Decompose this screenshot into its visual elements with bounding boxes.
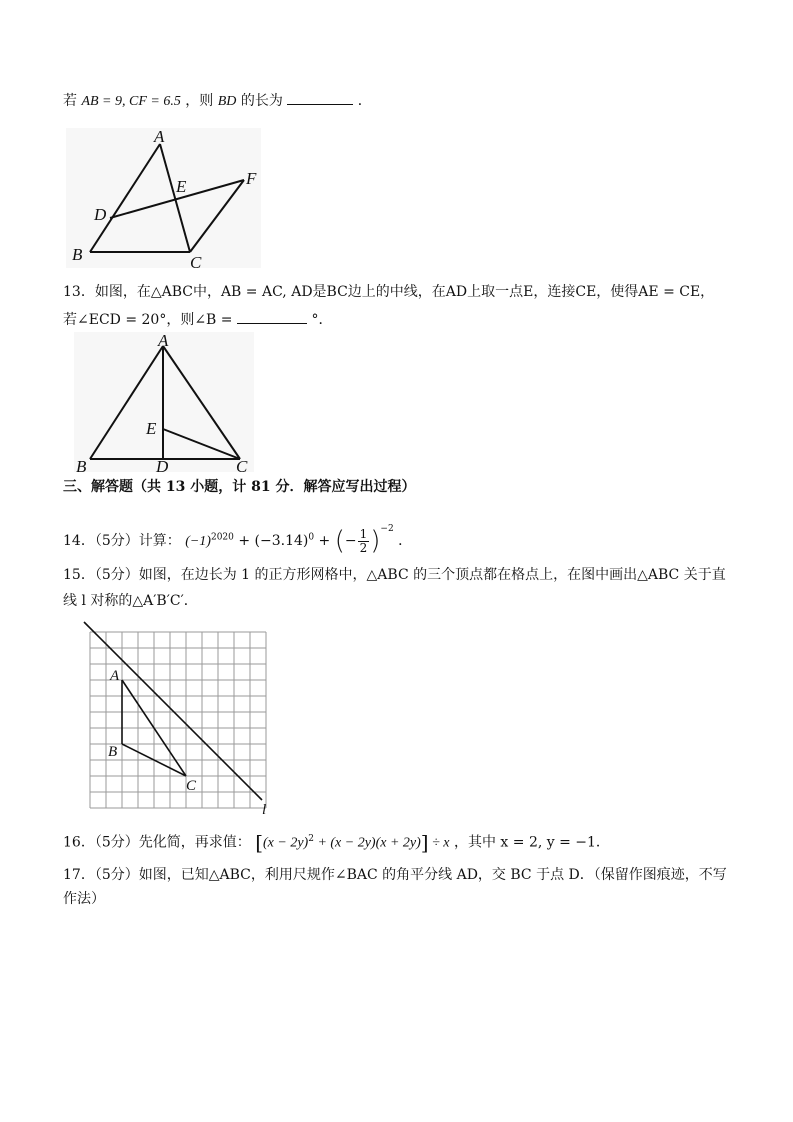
label-C: C <box>236 457 248 472</box>
line-l <box>84 622 262 800</box>
q14-frac-den: 2 <box>359 540 368 555</box>
q16-expr-exp: 2 <box>308 834 314 844</box>
q14-term3-exp: −2 <box>380 524 394 534</box>
label-D: D <box>94 205 107 224</box>
q12-mid: ，则 <box>185 93 214 109</box>
q15-grid-figure <box>78 618 278 818</box>
q16-text <box>63 830 610 853</box>
q17-line1: 17．（5分）如图，已知△ABC，利用尺规作∠BAC 的角平分线 AD，交 BC 于点 D．（保留作图痕迹，不写 <box>63 867 727 883</box>
q14-prefix: 14．（5分）计算： <box>63 533 181 549</box>
q14-term1-exp: 2020 <box>210 532 234 543</box>
q12-answer-blank[interactable] <box>287 90 353 105</box>
label-A: A <box>110 668 120 684</box>
q13-suffix: °． <box>311 312 333 328</box>
q14-plus1: + <box>238 533 255 549</box>
q13-prefix: 若∠ECD = 20°，则∠B = <box>63 312 233 328</box>
q14-text <box>63 512 413 556</box>
label-l: l <box>262 802 267 818</box>
q12-prefix: 若 <box>63 93 77 109</box>
label-B: B <box>108 744 118 760</box>
q14-term2: (−3.14) <box>254 533 309 549</box>
q12-figure <box>66 128 266 268</box>
q14-end: ． <box>398 533 413 549</box>
q16-expr: (x − 2y) <box>263 835 309 851</box>
label-A: A <box>154 128 165 146</box>
label-B: B <box>72 245 83 264</box>
label-A: A <box>158 332 169 350</box>
q14-frac-sign: − <box>344 533 357 549</box>
q12-given: AB = 9, CF = 6.5 <box>81 94 181 109</box>
label-F: F <box>246 169 257 188</box>
q13-line1: 13．如图，在△ABC中，AB = AC, AD是BC边上的中线，在AD上取一点E，连接CE，使得AE = CE， <box>63 284 715 300</box>
label-E: E <box>146 419 157 438</box>
q16-suffix: ，其中 x = 2, y = −1． <box>453 834 610 851</box>
q12-text <box>63 90 372 111</box>
label-C: C <box>190 253 202 268</box>
q13-line2 <box>63 309 332 329</box>
q14-term2-exp: 0 <box>308 532 315 543</box>
q14-left-paren: ( <box>334 526 345 556</box>
q14-plus2: + <box>318 533 335 549</box>
q17-line2: 作法） <box>63 891 105 907</box>
square-grid <box>90 632 266 808</box>
q15-line2: 线 l 对称的△A′B′C′． <box>63 593 198 609</box>
label-C: C <box>186 778 197 794</box>
q14-fraction <box>358 528 370 555</box>
q16-prefix: 16．（5分）先化简，再求值： <box>63 834 251 851</box>
q13-figure <box>72 332 262 472</box>
q16-right-bracket: ] <box>420 830 429 855</box>
q14-right-paren: ) <box>370 526 381 556</box>
label-D: D <box>156 457 169 472</box>
q12-suffix: 的长为 <box>240 93 283 109</box>
label-B: B <box>76 457 87 472</box>
section3-heading: 三、解答题（共 13 小题，计 81 分．解答应写出过程） <box>63 479 416 495</box>
q12-end: ． <box>357 93 372 109</box>
q13-answer-blank[interactable] <box>237 309 307 324</box>
q14-frac-num: 1 <box>359 526 368 541</box>
q15-line1: 15．（5分）如图，在边长为 1 的正方形网格中，△ABC 的三个顶点都在格点上，在图中画出△ABC 关于直 <box>63 567 726 583</box>
q16-expr-rest: + (x − 2y)(x + 2y) <box>313 835 421 851</box>
q12-target: BD <box>217 94 237 109</box>
label-E: E <box>176 177 187 196</box>
q16-div: ÷ x <box>428 835 450 851</box>
q16-left-bracket: [ <box>255 830 263 855</box>
q14-term1: (−1) <box>185 534 211 549</box>
